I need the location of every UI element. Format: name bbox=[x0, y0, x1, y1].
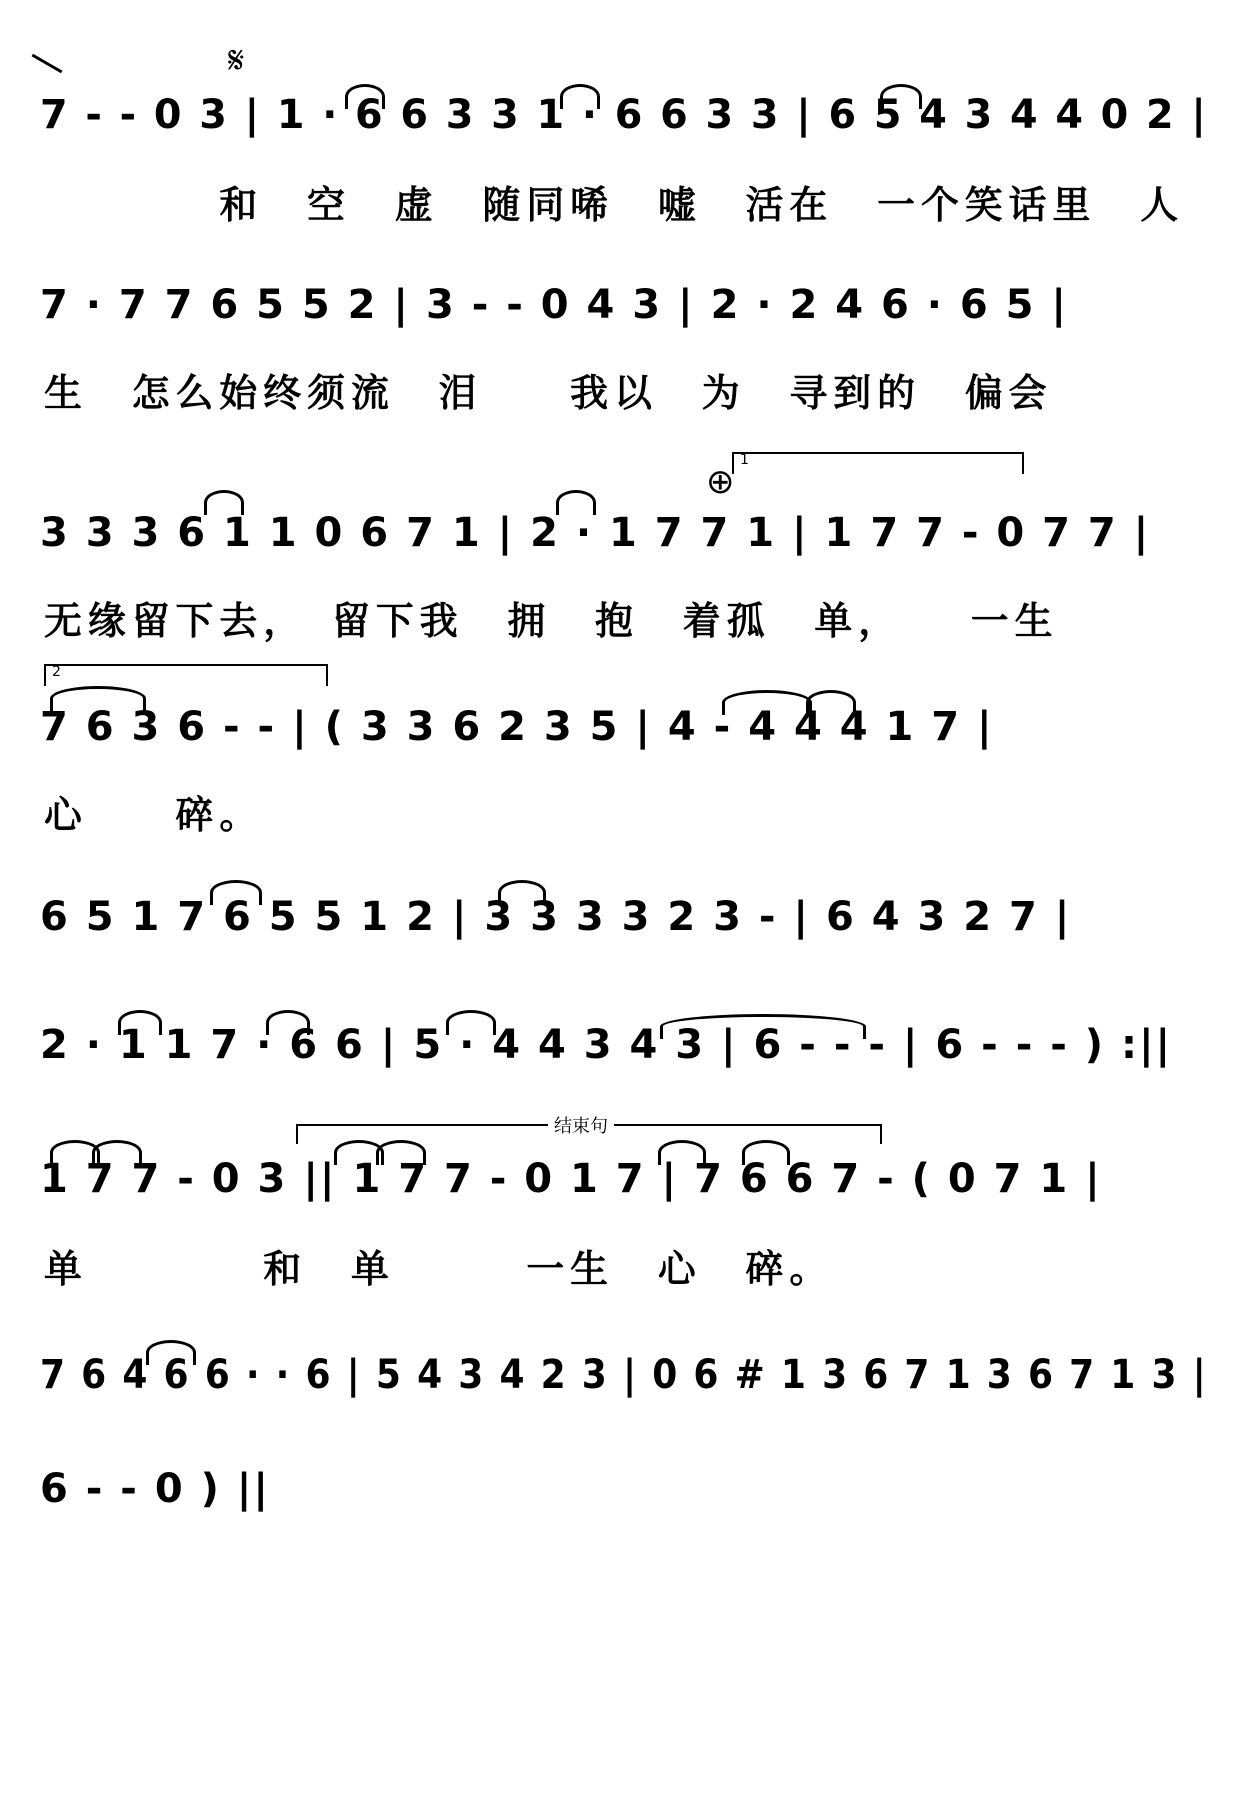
coda-sign: ⊕ bbox=[706, 462, 735, 502]
notation-line: 2 · 1 1 7 · 6 6 | 5 · 4 4 3 4 3 | 6 - - - | 6 - - - ) :|| bbox=[40, 1022, 1173, 1068]
notation-line: 1 7 7 - 0 3 || 1 7 7 - 0 1 7 | 7 6 6 7 - ( 0 7 1 | bbox=[40, 1156, 1102, 1202]
lyrics-line: 单 和 单 一生 心 碎。 bbox=[44, 1246, 834, 1291]
notation-line: 6 - - 0 ) || bbox=[40, 1466, 270, 1512]
volta-bracket-1 bbox=[732, 452, 1024, 474]
volta-1-number: 1 bbox=[740, 452, 749, 468]
notation-line: 7 6 4 6 6 · · 6 | 5 4 3 4 2 3 | 0 6 # 1 3 6 7 1 3 6 7 1 3 | bbox=[40, 1352, 1208, 1398]
lyrics-line: 无缘留下去， 留下我 拥 抱 着孤 单， 一生 bbox=[44, 598, 1059, 643]
volta-2-number: 2 bbox=[52, 664, 61, 680]
notation-line: 7 - - 0 3 | 1 · 6 6 3 3 1 · 6 6 3 3 | 6 5 4 3 4 4 0 2 | bbox=[40, 92, 1208, 138]
lyrics-line: 和 空 虚 随同唏 嘘 活在 一个笑话里 人 bbox=[44, 182, 1185, 227]
slur-fragment bbox=[32, 54, 63, 74]
lyrics-line: 心 碎。 bbox=[44, 792, 264, 837]
volta-bracket-2 bbox=[44, 664, 328, 686]
lyrics-line: 生 怎么始终须流 泪 我以 为 寻到的 偏会 bbox=[44, 370, 1053, 415]
notation-line: 7 6 3 6 - - | ( 3 3 6 2 3 5 | 4 - 4 4 4 1 7 | bbox=[40, 704, 994, 750]
notation-line: 7 · 7 7 6 5 5 2 | 3 - - 0 4 3 | 2 · 2 4 6 · 6 5 | bbox=[40, 282, 1068, 328]
notation-line: 6 5 1 7 6 5 5 1 2 | 3 3 3 3 2 3 - | 6 4 3 2 7 | bbox=[40, 894, 1072, 940]
segno-sign: 𝄋 bbox=[228, 38, 245, 82]
notation-line: 3 3 3 6 1 1 0 6 7 1 | 2 · 1 7 7 1 | 1 7 7 - 0 7 7 | bbox=[40, 510, 1151, 556]
ending-label: 结束句 bbox=[548, 1112, 614, 1138]
